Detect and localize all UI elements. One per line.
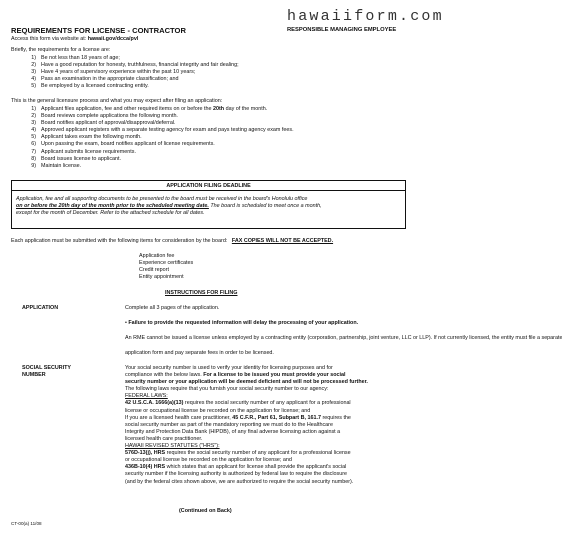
process-step: 2) Board reviews complete applications the following month. (31, 113, 178, 120)
process-step: 9) Maintain license. (31, 162, 82, 169)
deadline-box (11, 180, 406, 229)
submission-item: Entity appointment (139, 274, 184, 281)
brand-watermark: hawaiiform.com (287, 8, 444, 25)
requirements-intro: Briefly, the requirements for a license are: (11, 47, 111, 53)
process-step: 8) Board issues license to applicant. (31, 155, 122, 162)
access-prefix: Access this form via website at: (11, 36, 87, 42)
requirement-item: 4) Pass an examination in the appropriate classification; and (22, 76, 239, 83)
process-step: 6) Upon passing the exam, board notifies applicant of license requirements. (31, 141, 215, 148)
process-step: 7) Applicant submits license requirements. (31, 148, 136, 155)
process-step: 1) Applicant files application, fee and other required items on or before the 20th day of the month. (31, 106, 268, 112)
continued-note: (Continued on Back) (179, 508, 232, 514)
application-para-1: An RME cannot be issued a license unless employed by a contracting entity (corporation, partnership, joint venture, LLC or LLP). If not currently licensed, the entity must file a separate (125, 335, 562, 341)
process-step: 3) Board notifies applicant of approval/disapproval/deferral. (31, 120, 176, 127)
requirements-list (22, 55, 239, 90)
requirement-number: 2) (31, 62, 36, 69)
application-label: APPLICATION (22, 305, 59, 311)
requirement-item: 2) Have a good reputation for honesty, truthfulness, financial integrity and fair dealing; (22, 62, 239, 69)
deadline-emphasis: on or before the 20th day of the month prior to the scheduled meeting date. (16, 203, 209, 209)
requirement-number: 4) (31, 76, 36, 83)
access-url[interactable]: hawaii.gov/dcca/pvl (87, 36, 139, 42)
federal-laws-heading: FEDERAL LAWS: (125, 393, 168, 400)
instructions-title: INSTRUCTIONS FOR FILING (165, 290, 238, 296)
process-intro: This is the general licensure process and what you may expect after filing an application: (11, 98, 223, 104)
form-code: CT-00(a) 11/08 (11, 521, 42, 526)
deadline-title: APPLICATION FILING DEADLINE (166, 183, 251, 189)
requirement-item: 3) Have 4 years of supervisory experience within the past 10 years; (22, 69, 239, 76)
submission-items (139, 253, 193, 281)
deadline-text-line-3: except for the month of December. Refer to the attached schedule for all dates. (16, 210, 205, 216)
requirement-number: 1) (31, 55, 36, 61)
process-list (22, 106, 294, 170)
requirement-item: 5) Be employed by a licensed contracting entity. (22, 83, 239, 90)
page-subtitle: RESPONSIBLE MANAGING EMPLOYEE (287, 27, 397, 33)
application-para-2: application form and pay separate fees in order to be licensed. (125, 350, 274, 356)
application-line-2: • Failure to provide the requested information will delay the processing of your application. (125, 320, 359, 326)
application-line-1: Complete all 3 pages of the application. (125, 305, 220, 311)
process-step: 5) Applicant takes exam the following month. (31, 134, 142, 141)
ssn-label: SOCIAL SECURITY NUMBER (22, 365, 72, 379)
page-title: REQUIREMENTS FOR LICENSE - CONTRACTOR (11, 26, 186, 35)
submission-text: Each application must be submitted with the following items for consideration by the board: (11, 238, 228, 244)
access-line (11, 36, 138, 43)
bullet-icon: • (125, 320, 127, 326)
requirement-number: 3) (31, 69, 36, 76)
process-step: 4) Approved applicant registers with a separate testing agency for exam and pays testing agency exam fees. (31, 127, 294, 134)
submission-item: Experience certificates (139, 260, 194, 267)
hrs-heading: HAWAII REVISED STATUTES ("HRS"): (125, 443, 220, 450)
requirement-number: 5) (31, 83, 36, 90)
requirement-item: 1) Be not less than 18 years of age; (22, 55, 239, 62)
deadline-divider (12, 190, 405, 191)
deadline-text-line-1: Application, fee and all supporting documents to be presented to the board must be received in the board's Honolulu office (16, 196, 308, 202)
deadline-text-line-2: on or before the 20th day of the month prior to the scheduled meeting date. The board is scheduled to meet once a month, (16, 203, 322, 209)
ssn-section: Your social security number is used to verify your identity for licensing purposes and for compliance with the below laws. For a license to be issued you must provide your social security number or your application will be deemed deficient and will not be processed further. The following laws require that you furnish your social security number to our agency: FEDERAL LAWS: 42 U.S.C.A. 1666(a)(13) requires the social security number of any applicant for a professional license or occupational license be recorded on the application for license; and If you are a licensed health care practitioner, 45 C.F.R., Part 61, Subpart B, 161.7 requires the social security number as part of the mandatory reporting we must do to the Healthcare Integrity and Protection Data Bank (HIPDB), of any final adverse licensing action against a licensed health care practitioner. HAWAII REVISED STATUTES ("HRS"): 576D-13(j), HRS requires the social security number of any applicant for a professional license or occupational license be recorded on the application for license; and 436B-10(4) HRS which states that an applicant for license shall provide the applicant's social security number if the licensing authority is authorized by federal law to require the disclosure (and by the federal cites shown above, we are authorized to require the social security number). (125, 365, 368, 485)
submission-line (11, 238, 333, 245)
submission-item: Credit report (139, 267, 169, 274)
submission-item: Application fee (139, 253, 175, 259)
fax-note: FAX COPIES WILL NOT BE ACCEPTED. (231, 238, 334, 244)
